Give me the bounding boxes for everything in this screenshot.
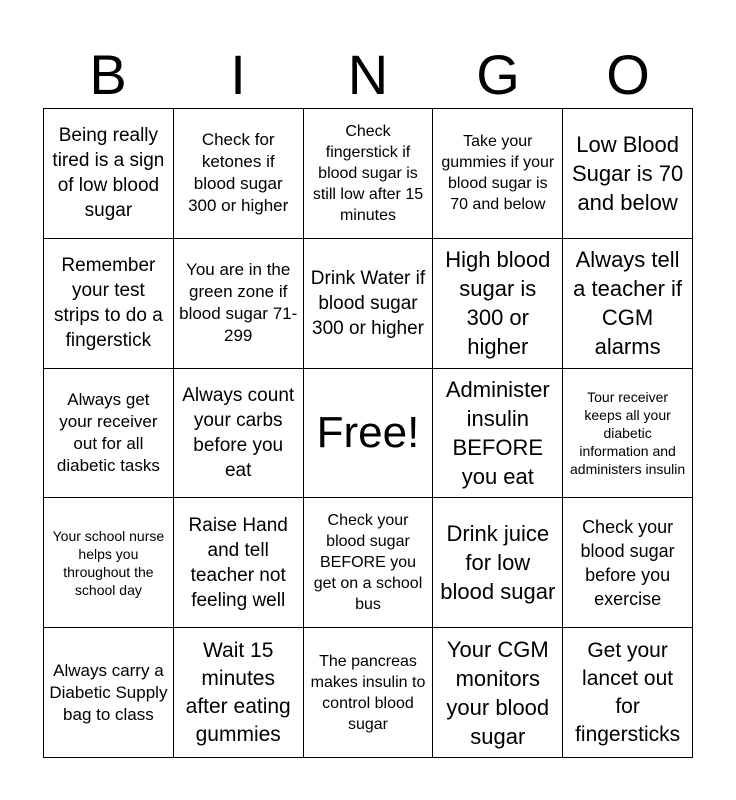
header-letter-o: O	[606, 43, 650, 106]
cell-text: Check your blood sugar before you exercise	[580, 516, 675, 609]
cell-text: Raise Hand and tell teacher not feeling well	[188, 514, 288, 611]
cell-text: Always tell a teacher if CGM alarms	[573, 247, 683, 360]
cell-text: Being really tired is a sign of low blood sugar	[52, 125, 165, 222]
bingo-cell-r1c5[interactable]	[563, 109, 693, 239]
cell-text: Check fingerstick if blood sugar is still low after 15 minutes	[312, 122, 424, 224]
cell-text: Check your blood sugar BEFORE you get on a school bus	[313, 512, 423, 614]
bingo-cell-r1c4[interactable]	[433, 109, 563, 239]
bingo-cell-r3c1[interactable]	[44, 369, 174, 499]
bingo-cell-r5c1[interactable]	[44, 628, 174, 758]
cell-text: Always get your receiver out for all diabetic tasks	[56, 389, 160, 475]
cell-text: Tour receiver keeps all your diabetic information and administers insulin	[570, 388, 686, 477]
cell-text: Administer insulin BEFORE you eat	[445, 376, 550, 489]
bingo-cell-r3c2[interactable]	[174, 369, 304, 499]
cell-text: Drink Water if blood sugar 300 or higher	[310, 267, 426, 339]
cell-text: Always count your carbs before you eat	[182, 384, 295, 481]
bingo-cell-r2c3[interactable]	[304, 239, 434, 369]
header-letter-b: B	[89, 43, 127, 106]
cell-text: Remember your test strips to do a fingerstick	[54, 255, 163, 352]
header-letter-n: N	[347, 43, 389, 106]
bingo-cell-r4c3[interactable]	[304, 498, 434, 628]
cell-text: High blood sugar is 300 or higher	[445, 247, 551, 360]
bingo-header	[43, 44, 693, 106]
bingo-cell-r4c1[interactable]	[44, 498, 174, 628]
cell-text: Drink juice for low blood sugar	[440, 521, 556, 605]
bingo-cell-r5c2[interactable]	[174, 628, 304, 758]
cell-text: Get your lancet out for fingersticks	[575, 638, 681, 746]
header-letter-g: G	[476, 43, 520, 106]
cell-text: The pancreas makes insulin to control blood sugar	[310, 652, 426, 733]
bingo-cell-r2c2[interactable]	[174, 239, 304, 369]
cell-text: Your school nurse helps you throughout the school day	[52, 527, 165, 598]
bingo-cell-r3c4[interactable]	[433, 369, 563, 499]
bingo-cell-r1c2[interactable]	[174, 109, 304, 239]
bingo-cell-r2c1[interactable]	[44, 239, 174, 369]
bingo-cell-r5c3[interactable]	[304, 628, 434, 758]
bingo-cell-r3c5[interactable]	[563, 369, 693, 499]
bingo-cell-free[interactable]	[304, 369, 434, 499]
free-space-text: Free!	[316, 407, 420, 457]
bingo-cell-r4c5[interactable]	[563, 498, 693, 628]
bingo-cell-r4c2[interactable]	[174, 498, 304, 628]
cell-text: You are in the green zone if blood sugar 71-299	[179, 260, 298, 346]
header-letter-i: I	[230, 43, 246, 106]
cell-text: Always carry a Diabetic Supply bag to class	[49, 660, 168, 724]
cell-text: Wait 15 minutes after eating gummies	[185, 638, 291, 746]
bingo-cell-r2c4[interactable]	[433, 239, 563, 369]
bingo-card-grid	[43, 108, 693, 758]
bingo-cell-r5c5[interactable]	[563, 628, 693, 758]
bingo-cell-r5c4[interactable]	[433, 628, 563, 758]
cell-text: Take your gummies if your blood sugar is 70 and below	[441, 133, 555, 214]
bingo-cell-r2c5[interactable]	[563, 239, 693, 369]
bingo-cell-r4c4[interactable]	[433, 498, 563, 628]
cell-text: Your CGM monitors your blood sugar	[446, 636, 550, 749]
bingo-cell-r1c1[interactable]	[44, 109, 174, 239]
cell-text: Check for ketones if blood sugar 300 or higher	[188, 130, 289, 216]
bingo-cell-r1c3[interactable]	[304, 109, 434, 239]
cell-text: Low Blood Sugar is 70 and below	[571, 131, 684, 215]
